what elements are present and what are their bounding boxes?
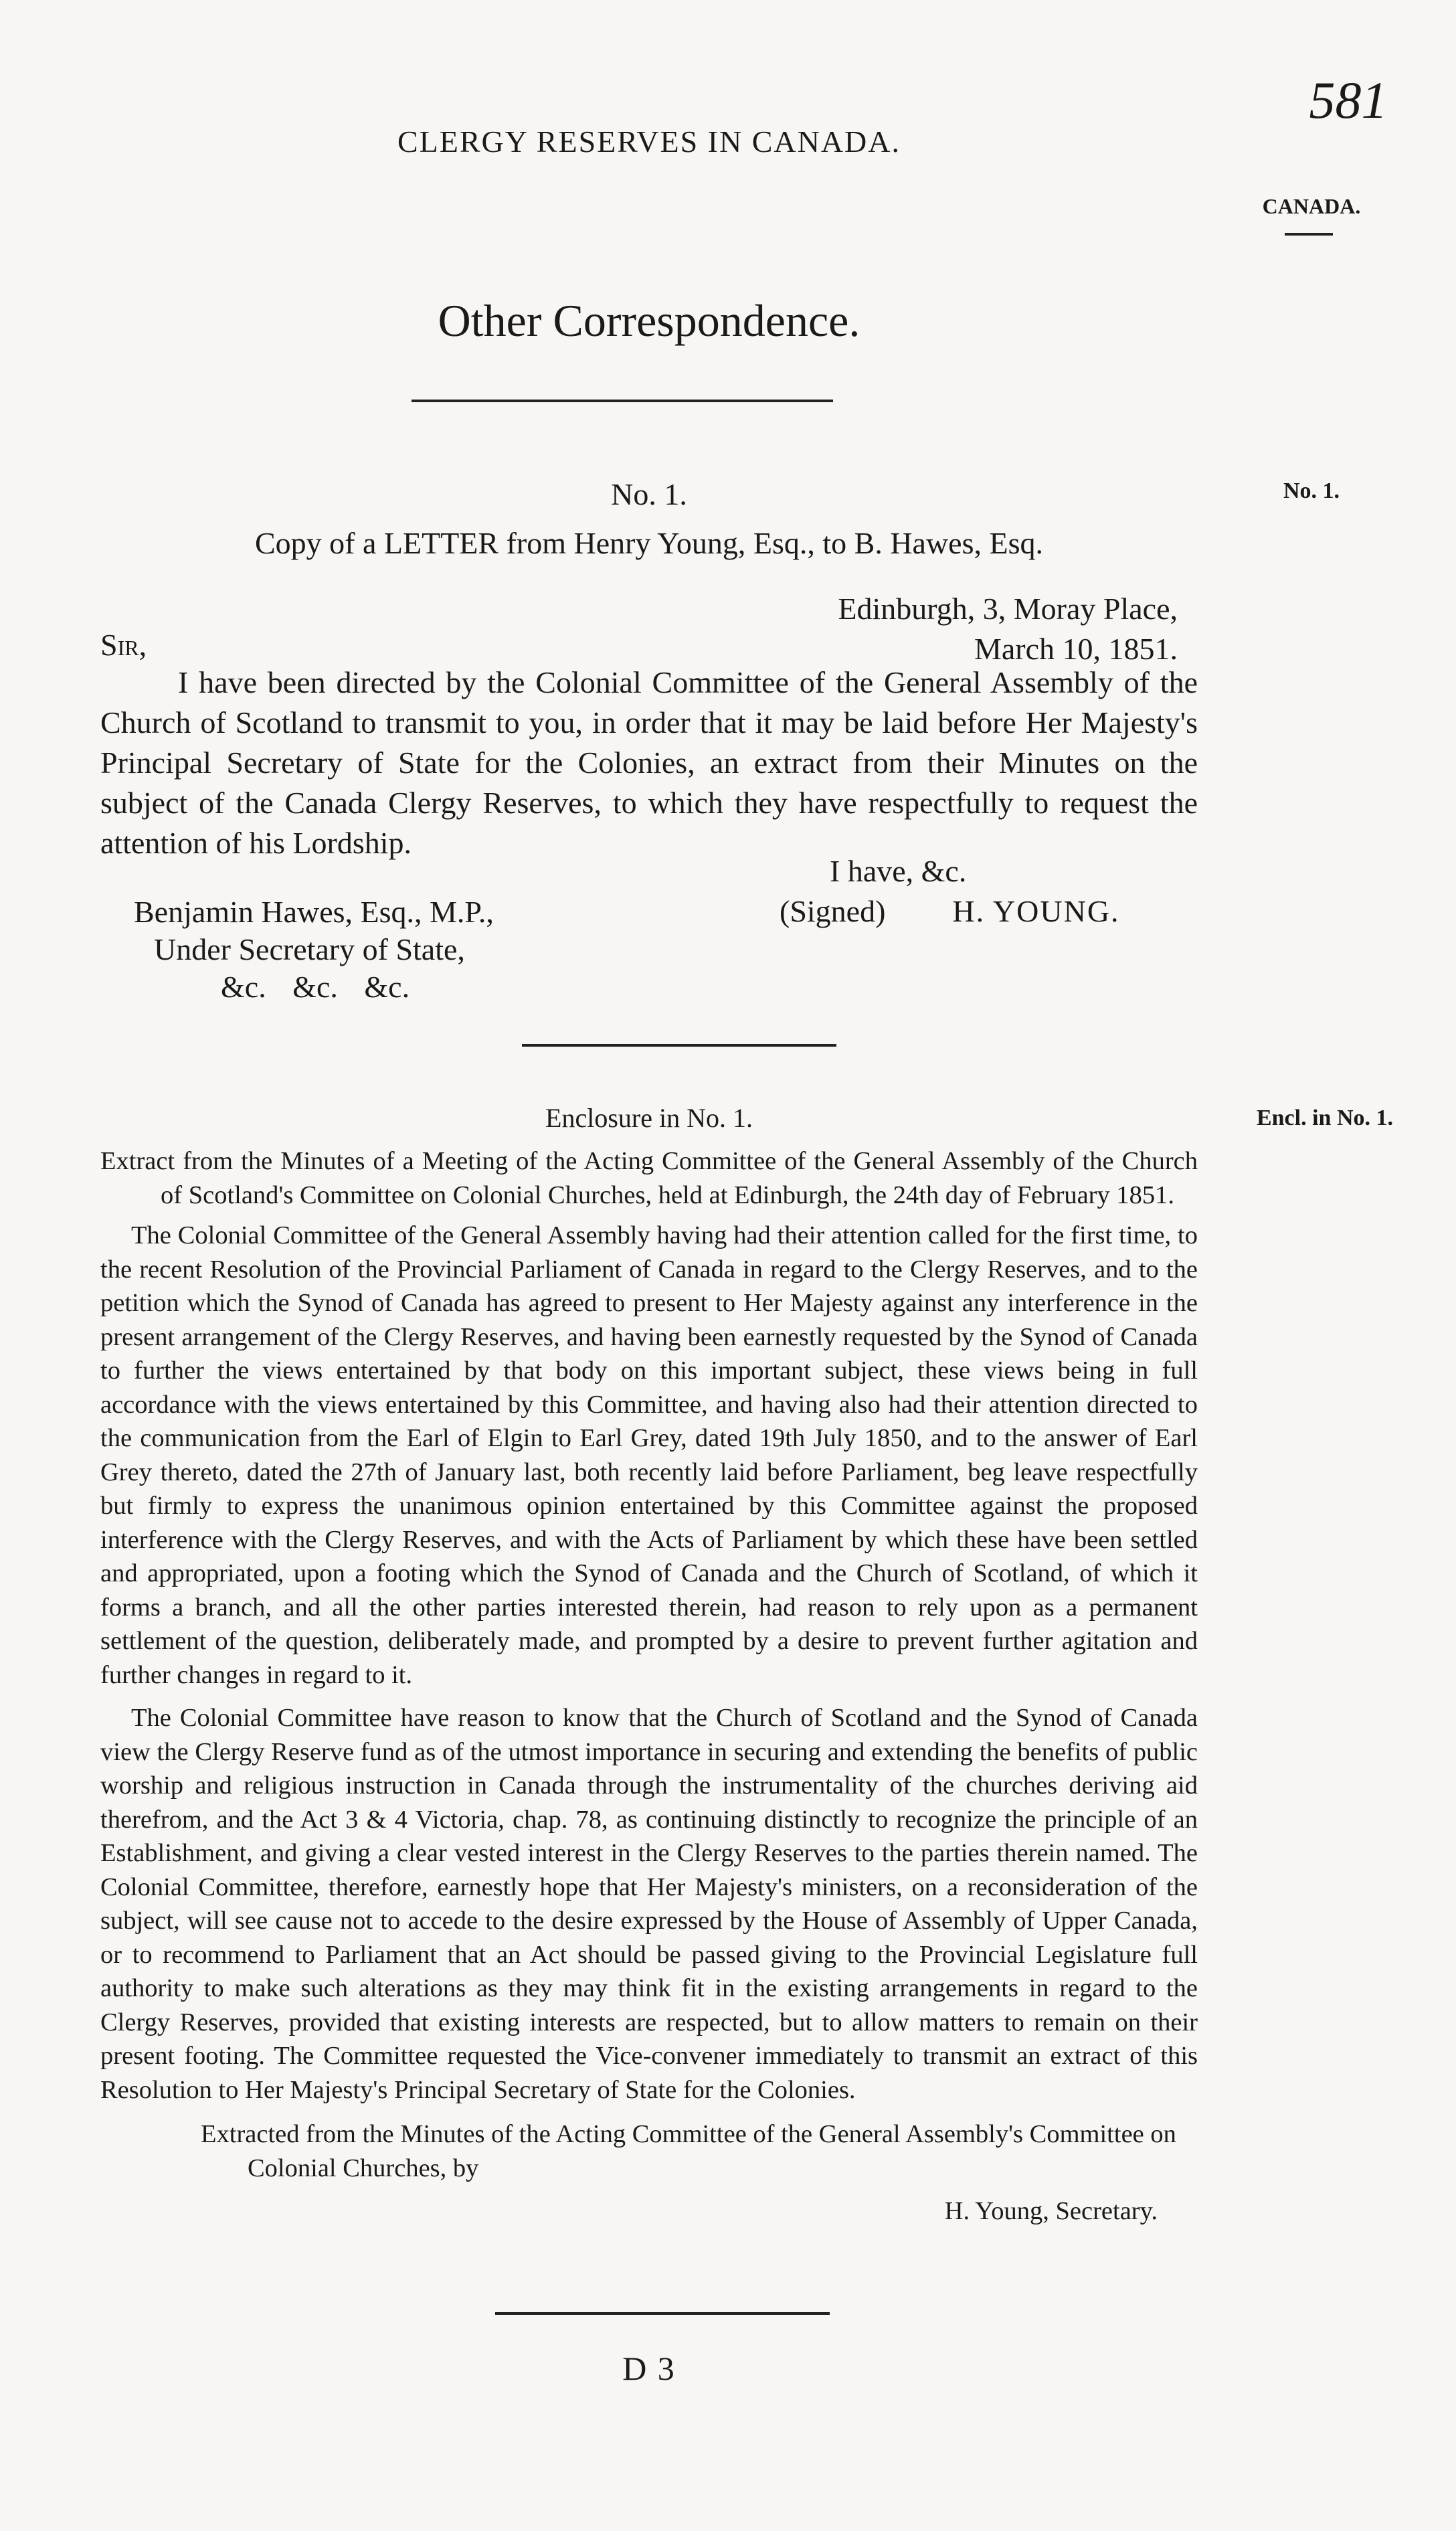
letter-heading: Copy of a LETTER from Henry Young, Esq., to B. Hawes, Esq. <box>254 526 1043 560</box>
letter-number: No. 1. <box>611 477 687 511</box>
folio-number: 581 <box>1309 71 1388 129</box>
enclosure-text <box>100 1144 1198 2229</box>
margin-label-enclosure: Encl. in No. 1. <box>1256 1106 1394 1130</box>
signature-mark: D 3 <box>622 2350 676 2387</box>
signed-label: (Signed) <box>780 894 886 928</box>
extract-heading: Extract from the Minutes of a Meeting of the Acting Committee of the General Assembly of the Church of Scotland's Committee on Colonial Churches, held at Edinburgh, the 24th day of February 1851. <box>100 1147 1198 1209</box>
letter-dateline <box>763 589 1178 669</box>
letter-signature <box>780 893 1214 929</box>
enclosure-heading: Enclosure in No. 1. <box>545 1103 753 1133</box>
addressee-block <box>134 893 494 1006</box>
margin-label-canada: CANADA. <box>1262 194 1361 218</box>
margin-label-no1: No. 1. <box>1283 478 1340 503</box>
margin-rule <box>1285 233 1333 236</box>
letter-place: Edinburgh, 3, Moray Place, <box>838 592 1178 626</box>
bottom-divider <box>495 2312 830 2315</box>
letter-closing: I have, &c. <box>830 854 967 888</box>
addressee-line: Benjamin Hawes, Esq., M.P., <box>134 895 494 929</box>
secretary-signature: H. Young, Secretary. <box>944 2197 1158 2225</box>
extract-attribution: Extracted from the Minutes of the Acting Committee of the General Assembly's Committee on Colonial Churches, by <box>201 2120 1176 2182</box>
enclosure-paragraph: The Colonial Committee of the General Assembly having had their attention called for the first time, to the recent Resolution of the Provincial Parliament of Canada in regard to the Clergy Reserves, and to the petition which the Synod of Canada has agreed to present to Her Majesty against any interference in the present arrangement of the Clergy Reserves, and having been earnestly requested by the Synod of Canada to further the views entertained by that body on this important subject, these views being in full accordance with the views entertained by this Committee, and having also had their attention directed to the communication from the Earl of Elgin to Earl Grey, dated 19th July 1850, and to the answer of Earl Grey thereto, dated the 27th of January last, both recently laid before Parliament, beg leave respectfully but firmly to express the unanimous opinion entertained by this Committee against the proposed interference with the Clergy Reserves, and with the Acts of Parliament by which these have been settled and appropriated, upon a footing which the Synod of Canada and the Church of Scotland, of which it forms a branch, and all the other parties interested therein, had reason to rely upon as a permanent settlement of the question, deliberately made, and prompted by a desire to prevent further agitation and further changes in regard to it. <box>100 1221 1198 1689</box>
running-title: CLERGY RESERVES IN CANADA. <box>397 124 901 159</box>
signatory-name: H. YOUNG. <box>952 894 1120 928</box>
addressee-line: &c. &c. &c. <box>221 970 410 1004</box>
section-divider <box>522 1044 836 1047</box>
document-title: Other Correspondence. <box>438 295 860 346</box>
letter-date: March 10, 1851. <box>974 632 1178 666</box>
letter-salutation: Sir, <box>100 628 147 662</box>
enclosure-paragraph: The Colonial Committee have reason to know that the Church of Scotland and the Synod of Canada view the Clergy Reserve fund as of the utmost importance in securing and extending the benefits of public worship and religious instruction in Canada through the instrumentality of the churches deriving aid therefrom, and the Act 3 & 4 Victoria, chap. 78, as continuing distinctly to recognize the principle of an Establishment, and giving a clear vested interest in the Clergy Reserves to the parties therein named. The Colonial Committee, therefore, earnestly hope that Her Majesty's ministers, on a reconsideration of the subject, will see cause not to accede to the desire expressed by the House of Assembly of Upper Canada, or to recommend to Parliament that an Act should be passed giving to the Provincial Legislature full authority to make such alterations as they may think fit in the existing arrangements in regard to the Clergy Reserves, provided that existing interests are respected, but to allow matters to remain on their present footing. The Committee requested the Vice-convener immediately to transmit an extract of this Resolution to Her Majesty's Principal Secretary of State for the Colonies. <box>100 1704 1198 2104</box>
title-divider <box>412 400 833 402</box>
letter-body: I have been directed by the Colonial Committee of the General Assembly of the Church of Scotland to transmit to you, in order that it may be laid before Her Majesty's Principal Secretary of State for the Colonies, an extract from their Minutes on the subject of the Canada Clergy Reserves, to which they have respectfully to request the attention of his Lordship. <box>100 665 1198 860</box>
addressee-line: Under Secretary of State, <box>154 932 465 966</box>
